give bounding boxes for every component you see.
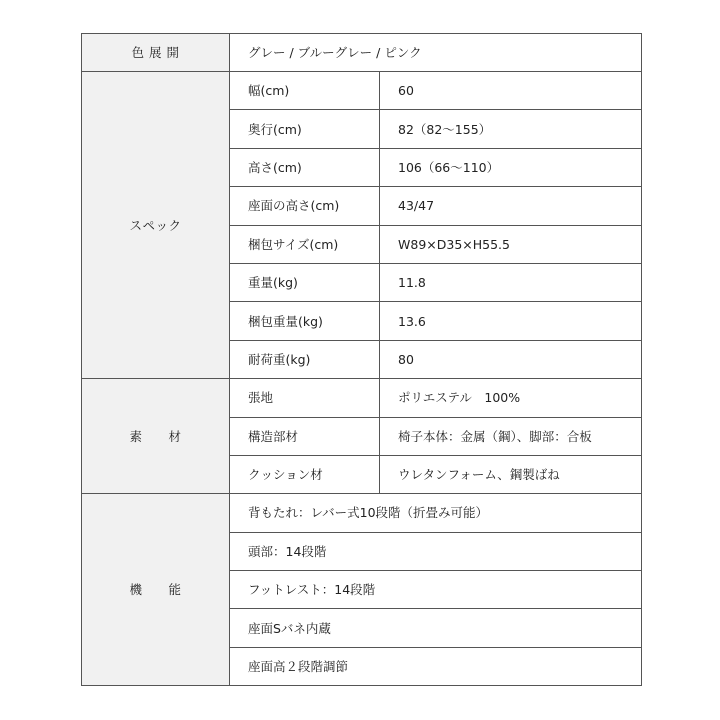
category-label-function: 機 能 (82, 494, 230, 686)
spec-name: 梱包重量(kg) (230, 302, 380, 340)
material-name: 構造部材 (230, 417, 380, 455)
spec-value: 82（82〜155） (380, 110, 642, 148)
function-item: 座面Sバネ内蔵 (230, 609, 642, 647)
spec-value: 13.6 (380, 302, 642, 340)
spec-name: 高さ(cm) (230, 148, 380, 186)
material-name: クッション材 (230, 455, 380, 493)
material-value: ウレタンフォーム、鋼製ばね (380, 455, 642, 493)
function-item: 背もたれ：レバー式10段階（折畳み可能） (230, 494, 642, 532)
spec-name: 梱包サイズ(cm) (230, 225, 380, 263)
table-row (82, 494, 642, 532)
spec-value: 11.8 (380, 263, 642, 301)
spec-name: 幅(cm) (230, 72, 380, 110)
spec-table (81, 33, 642, 686)
material-value: 椅子本体：金属（鋼）、脚部：合板 (380, 417, 642, 455)
function-item: 座面高２段階調節 (230, 647, 642, 685)
color-value: グレー / ブルーグレー / ピンク (230, 34, 642, 72)
category-label-color: 色 展 開 (82, 34, 230, 72)
spec-value: W89×D35×H55.5 (380, 225, 642, 263)
table-row (82, 72, 642, 110)
material-name: 張地 (230, 379, 380, 417)
spec-name: 奥行(cm) (230, 110, 380, 148)
spec-name: 耐荷重(kg) (230, 340, 380, 378)
spec-value: 43/47 (380, 187, 642, 225)
table-row (82, 379, 642, 417)
spec-name: 座面の高さ(cm) (230, 187, 380, 225)
category-label-spec: スペック (82, 72, 230, 379)
category-label-material: 素 材 (82, 379, 230, 494)
spec-value: 80 (380, 340, 642, 378)
spec-value: 60 (380, 72, 642, 110)
function-item: 頭部：14段階 (230, 532, 642, 570)
material-value: ポリエステル 100% (380, 379, 642, 417)
function-item: フットレスト：14段階 (230, 571, 642, 609)
table-row-color (82, 34, 642, 72)
spec-value: 106（66〜110） (380, 148, 642, 186)
spec-name: 重量(kg) (230, 263, 380, 301)
